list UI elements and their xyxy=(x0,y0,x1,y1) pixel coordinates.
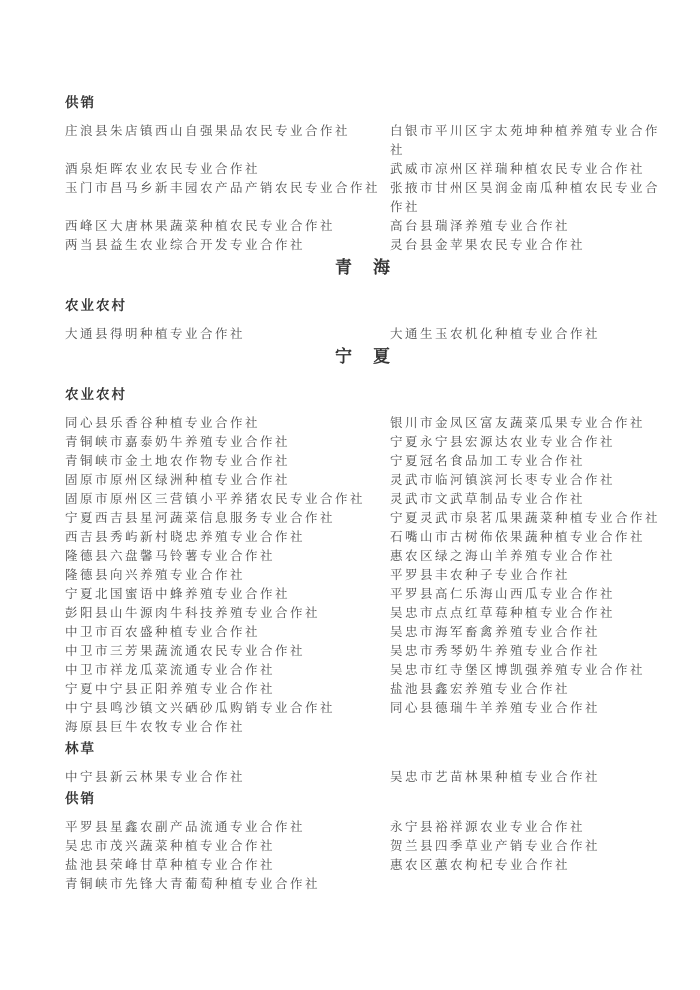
cooperative-name-left: 宁夏北国蜜语中蜂养殖专业合作社 xyxy=(65,587,291,601)
cooperative-name-right: 惠农区蕙农枸杞专业合作社 xyxy=(390,858,571,872)
cooperative-row xyxy=(65,509,662,528)
cooperative-name-left: 中卫市百农盛种植专业合作社 xyxy=(65,625,261,639)
cooperative-name-right: 吴忠市点点红草莓种植专业合作社 xyxy=(390,606,616,620)
cooperative-name-right: 盐池县鑫宏养殖专业合作社 xyxy=(390,682,571,696)
cooperative-row xyxy=(65,768,662,787)
cooperative-row xyxy=(65,452,662,471)
cooperative-row xyxy=(65,856,662,875)
cooperative-name-right: 同心县德瑞牛羊养殖专业合作社 xyxy=(390,701,601,715)
section-heading: 农业农村 xyxy=(65,387,127,402)
cooperative-name-left: 宁夏中宁县正阳养殖专业合作社 xyxy=(65,682,276,696)
cooperative-name-left: 平罗县星鑫农副产品流通专业合作社 xyxy=(65,820,306,834)
cooperative-row xyxy=(65,217,662,236)
cooperative-name-right: 大通生玉农机化种植专业合作社 xyxy=(390,327,601,341)
cooperative-name-right: 平罗县高仁乐海山西瓜专业合作社 xyxy=(390,587,616,601)
cooperative-row xyxy=(65,837,662,856)
cooperative-name-left: 固原市原州区三营镇小平养猪农民专业合作社 xyxy=(65,492,366,506)
cooperative-name-left: 酒泉炬晖农业农民专业合作社 xyxy=(65,162,261,176)
cooperative-name-right: 银川市金凤区富友蔬菜瓜果专业合作社 xyxy=(390,416,646,430)
cooperative-row xyxy=(65,490,662,509)
cooperative-name-left: 固原市原州区绿洲种植专业合作社 xyxy=(65,473,291,487)
cooperative-name-left: 中宁县鸣沙镇文兴硒砂瓜购销专业合作社 xyxy=(65,701,336,715)
section-heading: 农业农村 xyxy=(65,298,127,313)
cooperative-name-right: 宁夏灵武市泉茗瓜果蔬菜种植专业合作社 xyxy=(390,511,661,525)
cooperative-name-left: 青铜峡市先锋大青葡萄种植专业合作社 xyxy=(65,877,321,891)
cooperative-name-right: 张掖市甘州区昊润金南瓜种植农民专业合作社 xyxy=(390,181,661,214)
cooperative-name-left: 大通县得明种植专业合作社 xyxy=(65,327,246,341)
cooperative-row xyxy=(65,236,662,255)
cooperative-list xyxy=(65,122,662,255)
cooperative-name-right: 灵武市临河镇滨河长枣专业合作社 xyxy=(390,473,616,487)
section-heading: 供销 xyxy=(65,95,96,110)
cooperative-name-left: 中卫市三芳果蔬流通农民专业合作社 xyxy=(65,644,306,658)
cooperative-row xyxy=(65,642,662,661)
cooperative-row xyxy=(65,547,662,566)
cooperative-row xyxy=(65,585,662,604)
cooperative-name-right: 灵台县金苹果农民专业合作社 xyxy=(390,238,586,252)
cooperative-name-right: 宁夏冠名食品加工专业合作社 xyxy=(390,454,586,468)
cooperative-row xyxy=(65,122,662,160)
province-heading: 青 海 xyxy=(335,258,392,277)
cooperative-name-left: 西吉县秀屿新村晓忠养殖专业合作社 xyxy=(65,530,306,544)
cooperative-row xyxy=(65,718,662,737)
cooperative-row xyxy=(65,179,662,217)
cooperative-name-right: 吴忠市秀琴奶牛养殖专业合作社 xyxy=(390,644,601,658)
cooperative-list xyxy=(65,818,662,894)
cooperative-list xyxy=(65,325,662,344)
cooperative-name-right: 石嘴山市古树佈依果蔬种植专业合作社 xyxy=(390,530,646,544)
cooperative-name-right: 惠农区绿之海山羊养殖专业合作社 xyxy=(390,549,616,563)
cooperative-name-left: 彭阳县山牛源肉牛科技养殖专业合作社 xyxy=(65,606,321,620)
cooperative-name-right: 永宁县裕祥源农业专业合作社 xyxy=(390,820,586,834)
cooperative-row xyxy=(65,604,662,623)
section-heading: 林草 xyxy=(65,741,96,756)
cooperative-name-right: 吴忠市艺苗林果种植专业合作社 xyxy=(390,770,601,784)
province-heading: 宁 夏 xyxy=(335,347,392,366)
cooperative-name-left: 玉门市昌马乡新丰园农产品产销农民专业合作社 xyxy=(65,181,381,195)
cooperative-name-right: 贺兰县四季草业产销专业合作社 xyxy=(390,839,601,853)
cooperative-row xyxy=(65,680,662,699)
cooperative-name-right: 灵武市文武草制品专业合作社 xyxy=(390,492,586,506)
cooperative-name-left: 青铜峡市嘉泰奶牛养殖专业合作社 xyxy=(65,435,291,449)
cooperative-row xyxy=(65,414,662,433)
cooperative-name-right: 武威市凉州区祥瑞种植农民专业合作社 xyxy=(390,162,646,176)
cooperative-row xyxy=(65,471,662,490)
cooperative-name-left: 宁夏西吉县星河蔬菜信息服务专业合作社 xyxy=(65,511,336,525)
cooperative-name-right: 白银市平川区宇太苑坤种植养殖专业合作社 xyxy=(390,124,661,157)
cooperative-name-left: 中宁县新云林果专业合作社 xyxy=(65,770,246,784)
cooperative-row xyxy=(65,623,662,642)
cooperative-list xyxy=(65,768,662,787)
cooperative-name-right: 吴忠市海军畜禽养殖专业合作社 xyxy=(390,625,601,639)
cooperative-row xyxy=(65,566,662,585)
cooperative-row xyxy=(65,875,662,894)
cooperative-name-right: 高台县瑞泽养殖专业合作社 xyxy=(390,219,571,233)
cooperative-list xyxy=(65,414,662,737)
cooperative-name-right: 宁夏永宁县宏源达农业专业合作社 xyxy=(390,435,616,449)
cooperative-name-left: 西峰区大唐林果蔬菜种植农民专业合作社 xyxy=(65,219,336,233)
cooperative-name-left: 中卫市祥龙瓜菜流通专业合作社 xyxy=(65,663,276,677)
cooperative-name-left: 海原县巨牛农牧专业合作社 xyxy=(65,720,246,734)
cooperative-name-left: 吴忠市茂兴蔬菜种植专业合作社 xyxy=(65,839,276,853)
cooperative-row xyxy=(65,818,662,837)
cooperative-name-right: 吴忠市红寺堡区博凯强养殖专业合作社 xyxy=(390,663,646,677)
cooperative-row xyxy=(65,699,662,718)
cooperative-row xyxy=(65,433,662,452)
cooperative-row xyxy=(65,661,662,680)
cooperative-name-right: 平罗县丰农种子专业合作社 xyxy=(390,568,571,582)
cooperative-row xyxy=(65,160,662,179)
cooperative-name-left: 同心县乐香谷种植专业合作社 xyxy=(65,416,261,430)
section-heading: 供销 xyxy=(65,791,96,806)
cooperative-name-left: 两当县益生农业综合开发专业合作社 xyxy=(65,238,306,252)
cooperative-row xyxy=(65,528,662,547)
cooperative-name-left: 庄浪县朱店镇西山自强果品农民专业合作社 xyxy=(65,124,351,138)
cooperative-name-left: 隆德县向兴养殖专业合作社 xyxy=(65,568,246,582)
cooperative-name-left: 青铜峡市金土地农作物专业合作社 xyxy=(65,454,291,468)
cooperative-name-left: 盐池县荣峰甘草种植专业合作社 xyxy=(65,858,276,872)
cooperative-name-left: 隆德县六盘馨马铃薯专业合作社 xyxy=(65,549,276,563)
cooperative-row xyxy=(65,325,662,344)
